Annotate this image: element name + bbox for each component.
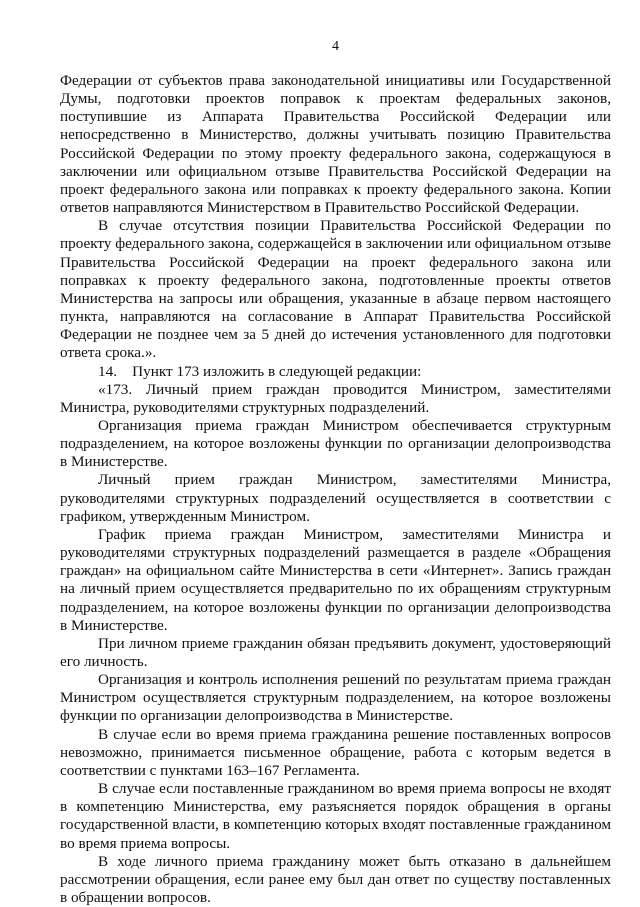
paragraph-written-appeal: В случае если во время приема гражданина решение поставленных вопросов невозможно, принимается письменное обращение, работа с которым ведется в соответствии с пунктами 163–167 Регламента. — [60, 725, 611, 779]
paragraph-out-of-competence: В случае если поставленные гражданином во время приема вопросы не входят в компетенцию Министерства, ему разъясняется порядок обращения в органы государственной власти, в компетенцию которых входят поставленные гражданином во время приема вопросы. — [60, 780, 611, 852]
paragraph-identity-document: При личном приеме гражданин обязан предъявить документ, удостоверяющий его личность. — [60, 634, 611, 670]
paragraph-item-14: 14. Пункт 173 изложить в следующей редакции: — [98, 362, 422, 380]
paragraph-continuation: Федерации от субъектов права законодательной инициативы или Государственной Думы, подготовки проектов поправок к проектам федеральных законов, поступившие из Аппарата Правительства Российской Федерации или непосредственно в Министерство, должны учитывать позицию Правительства Российской Федерации по этому проекту федерального закона, содержащуюся в заключении или официальном отзыве Правительства Российской Федерации на проект федерального закона или поправках к проекту федерального закона. Копии ответов направляются Министерством в Правительство Российской Федерации. — [60, 72, 611, 217]
paragraph-schedule-approval: Личный прием граждан Министром, заместителями Министра, руководителями структурных подразделений осуществляется в соответствии с графиком, утвержденным Министром. — [60, 471, 611, 525]
paragraph-schedule-publication: График приема граждан Министром, заместителями Министра и руководителями структурных подразделений размещается в разделе «Обращения граждан» на официальном сайте Министерства в сети «Интернет». Запись граждан на личный прием осуществляется предварительно по их обращениям структурным подразделением, на которое возложены функции по организации делопроизводства в Министерстве. — [60, 525, 611, 634]
paragraph-organization-of-reception: Организация приема граждан Министром обеспечивается структурным подразделением, на которое возложены функции по организации делопроизводства в Министерстве. — [60, 416, 611, 471]
paragraph-control-of-decisions: Организация и контроль исполнения решений по результатам приема граждан Министром осуществляется структурным подразделением, на которое возложены функции по организации делопроизводства в Министерстве. — [60, 671, 611, 725]
paragraph-refusal: В ходе личного приема гражданину может быть отказано в дальнейшем рассмотрении обращения, если ранее ему был дан ответ по существу поставленных в обращении вопросов. — [60, 852, 611, 907]
paragraph-item-173: «173. Личный прием граждан проводится Министром, заместителями Министра, руководителями структурных подразделений. — [60, 380, 611, 416]
page-number: 4 — [332, 39, 339, 54]
paragraph-absence-of-position: В случае отсутствия позиции Правительства Российской Федерации по проекту федерального закона, содержащейся в заключении или официальном отзыве Правительства Российской Федерации на проект федерального закона или поправках к проекту федерального закона, подготовленные проекты ответов Министерства на запросы или обращения, указанные в абзаце первом настоящего пункта, направляются на согласование в Аппарат Правительства Российской Федерации не позднее чем за 5 дней до истечения установленного для подготовки ответа срока.». — [60, 217, 611, 362]
